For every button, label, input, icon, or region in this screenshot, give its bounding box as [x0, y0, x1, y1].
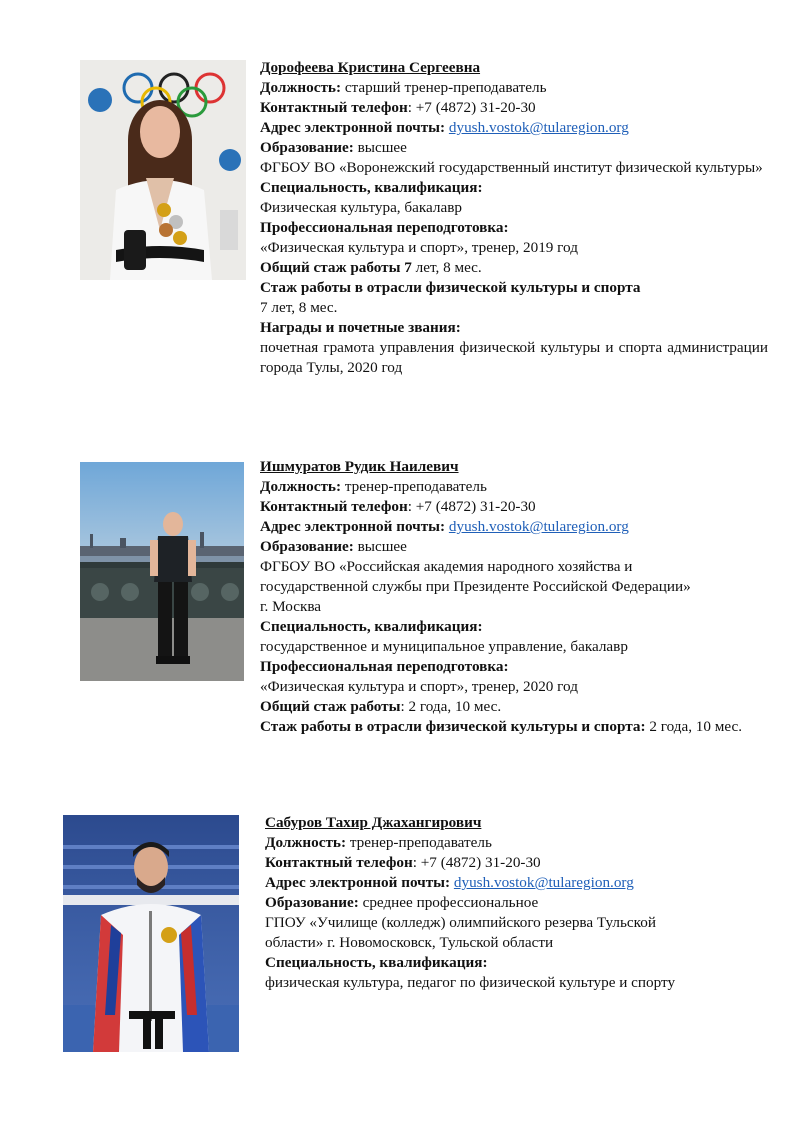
specialty-value: физическая культура, педагог по физической культуре и спорту [265, 974, 676, 991]
position-label: Должность: [260, 478, 342, 495]
education-label: Образование: [260, 139, 354, 156]
employee-name: Сабуров Тахир Джахангирович [265, 814, 482, 831]
employee-photo [63, 815, 239, 1052]
phone-row [265, 853, 770, 873]
total-experience-label: Общий стаж работы [260, 698, 401, 715]
position-row [265, 833, 770, 853]
specialty-value: Физическая культура, бакалавр [260, 199, 462, 216]
email-row [260, 118, 770, 138]
position-value: тренер-преподаватель [346, 834, 492, 851]
email-row [260, 517, 770, 537]
sport-experience-label: Стаж работы в отрасли физической культуры и спорта [260, 279, 641, 296]
position-label: Должность: [265, 834, 347, 851]
education-row [260, 537, 770, 557]
education-value: высшее [353, 139, 407, 156]
institution: ФГБОУ ВО «Воронежский государственный институт физической культуры» [260, 159, 763, 176]
employee-name: Дорофеева Кристина Сергеевна [260, 59, 481, 76]
institution-line-2: государственной службы при Президенте Российской Федерации» [260, 578, 691, 595]
sport-experience-row [260, 717, 765, 737]
phone-value: : +7 (4872) 31-20-30 [407, 99, 536, 116]
institution-line-3: г. Москва [260, 598, 322, 615]
email-link[interactable]: dyush.vostok@tularegion.org [453, 874, 634, 891]
position-row [260, 78, 770, 98]
institution-line-1: ФГБОУ ВО «Российская академия народного хозяйства и [260, 558, 633, 575]
phone-label: Контактный телефон [260, 99, 408, 116]
retraining-label: Профессиональная переподготовка: [260, 658, 509, 675]
employee-info [260, 457, 770, 737]
phone-label: Контактный телефон [260, 498, 408, 515]
position-value: тренер-преподаватель [341, 478, 487, 495]
specialty-label: Специальность, квалификация: [260, 179, 483, 196]
total-experience-value: лет, 8 мес. [411, 259, 482, 276]
awards-label: Награды и почетные звания: [260, 319, 461, 336]
phone-value: : +7 (4872) 31-20-30 [407, 498, 536, 515]
sport-experience-value: 2 года, 10 мес. [645, 718, 743, 735]
phone-label: Контактный телефон [265, 854, 413, 871]
email-row [265, 873, 770, 893]
employee-name: Ишмуратов Рудик Наилевич [260, 458, 459, 475]
position-value: старший тренер-преподаватель [341, 79, 547, 96]
specialty-label: Специальность, квалификация: [265, 954, 488, 971]
institution-line-1: ГПОУ «Училище (колледж) олимпийского резерва Тульской [265, 914, 656, 931]
specialty-label: Специальность, квалификация: [260, 618, 483, 635]
employee-info [265, 813, 770, 993]
retraining-value: «Физическая культура и спорт», тренер, 2020 год [260, 678, 578, 695]
employee-info [260, 58, 770, 378]
email-label: Адрес электронной почты: [260, 119, 446, 136]
education-value: высшее [353, 538, 407, 555]
education-label: Образование: [260, 538, 354, 555]
sport-experience-label: Стаж работы в отрасли физической культуры и спорта: [260, 718, 646, 735]
phone-row [260, 497, 770, 517]
employee-photo [80, 60, 246, 280]
position-row [260, 477, 770, 497]
total-experience-label: Общий стаж работы 7 [260, 259, 412, 276]
email-link[interactable]: dyush.vostok@tularegion.org [448, 119, 629, 136]
phone-row [260, 98, 770, 118]
email-link[interactable]: dyush.vostok@tularegion.org [448, 518, 629, 535]
phone-value: : +7 (4872) 31-20-30 [412, 854, 541, 871]
total-experience-row [260, 258, 770, 278]
education-value: среднее профессиональное [358, 894, 539, 911]
institution-line-2: области» г. Новомосковск, Тульской области [265, 934, 554, 951]
education-label: Образование: [265, 894, 359, 911]
email-label: Адрес электронной почты: [260, 518, 446, 535]
retraining-value: «Физическая культура и спорт», тренер, 2019 год [260, 239, 578, 256]
employee-photo [80, 462, 244, 681]
total-experience-value: : 2 года, 10 мес. [400, 698, 502, 715]
awards-value: почетная грамота управления физической культуры и спорта администрации города Тулы, 2020 год [260, 339, 768, 376]
total-experience-row [260, 697, 770, 717]
education-row [265, 893, 770, 913]
position-label: Должность: [260, 79, 342, 96]
email-label: Адрес электронной почты: [265, 874, 451, 891]
sport-experience-value: 7 лет, 8 мес. [260, 299, 338, 316]
retraining-label: Профессиональная переподготовка: [260, 219, 509, 236]
specialty-value: государственное и муниципальное управление, бакалавр [260, 638, 628, 655]
education-row [260, 138, 770, 158]
